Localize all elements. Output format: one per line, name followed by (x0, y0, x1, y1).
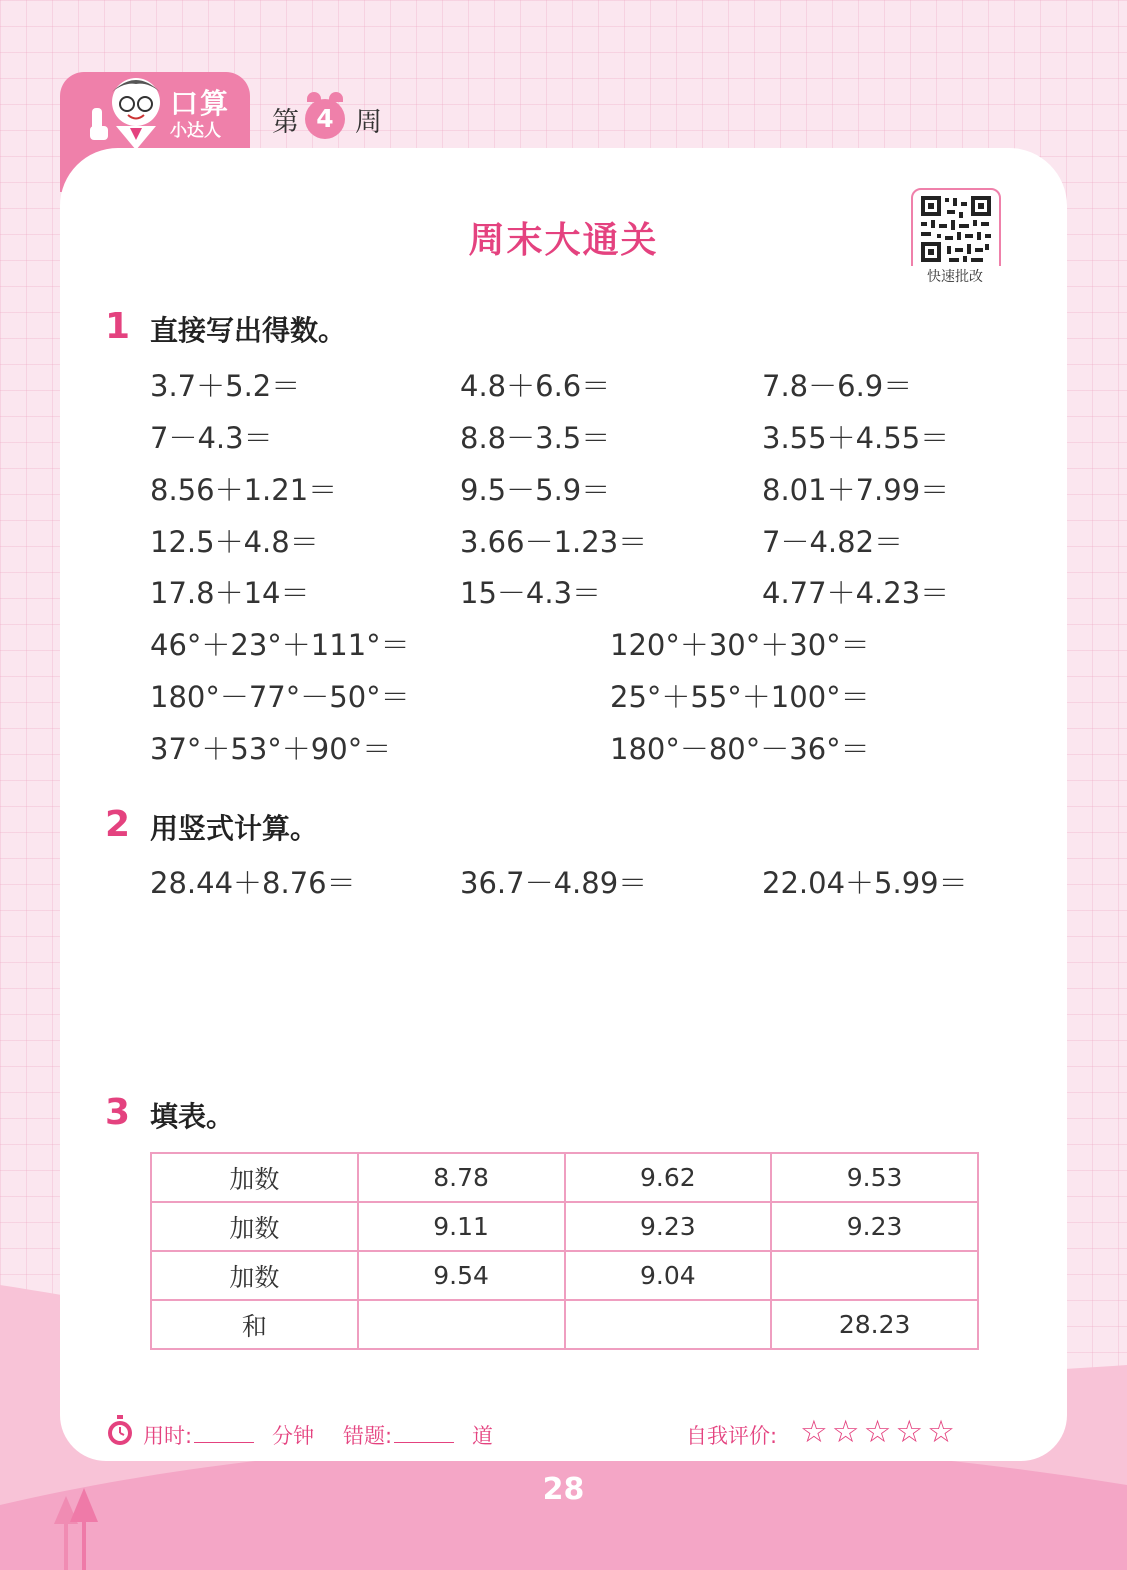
errors-unit: 道 (472, 1424, 493, 1448)
problem: 8.8－3.5＝ (460, 421, 611, 455)
problem: 3.55＋4.55＝ (762, 421, 950, 455)
table-row (151, 1202, 978, 1251)
section-2-title: 用竖式计算。 (150, 812, 319, 845)
week-prefix: 第 (272, 107, 299, 138)
table-cell: 9.54 (358, 1251, 565, 1300)
mascot-icon (66, 70, 176, 150)
tab-title: 口算 (170, 87, 231, 120)
tree-icon (52, 1488, 102, 1570)
problem: 12.5＋4.8＝ (150, 525, 319, 559)
answer-cell[interactable] (358, 1300, 565, 1349)
rating-stars[interactable]: ☆☆☆☆☆ (800, 1414, 959, 1450)
problem: 7－4.82＝ (762, 525, 904, 559)
week-suffix: 周 (355, 107, 382, 138)
qr-code-icon (913, 190, 999, 276)
angle-problem: 120°＋30°＋30°＝ (610, 628, 870, 662)
table-row (151, 1251, 978, 1300)
time-field[interactable] (143, 1420, 254, 1450)
table-cell: 28.23 (771, 1300, 978, 1349)
page-title: 周末大通关 (468, 220, 659, 261)
problem: 3.7＋5.2＝ (150, 369, 301, 403)
table-cell: 9.23 (565, 1202, 772, 1251)
problem: 7.8－6.9＝ (762, 369, 913, 403)
table-cell: 9.62 (565, 1153, 772, 1202)
section-3-number: 3 (105, 1092, 131, 1133)
table-cell: 加数 (151, 1153, 358, 1202)
section-1-number: 1 (105, 306, 131, 347)
problem: 4.77＋4.23＝ (762, 576, 950, 610)
problem: 17.8＋14＝ (150, 576, 310, 610)
table-cell: 9.53 (771, 1153, 978, 1202)
section-2-number: 2 (105, 804, 131, 845)
angle-problem: 180°－80°－36°＝ (610, 732, 870, 766)
table-cell: 9.11 (358, 1202, 565, 1251)
page-number: 28 (542, 1472, 585, 1507)
vertical-problem: 22.04＋5.99＝ (762, 866, 968, 900)
time-blank[interactable] (194, 1442, 254, 1443)
table-cell: 和 (151, 1300, 358, 1349)
errors-label: 错题: (343, 1424, 393, 1448)
time-unit: 分钟 (272, 1424, 314, 1448)
problem: 7－4.3＝ (150, 421, 273, 455)
vertical-problem: 28.44＋8.76＝ (150, 866, 356, 900)
angle-problem: 180°－77°－50°＝ (150, 680, 410, 714)
table-row (151, 1153, 978, 1202)
tab-subtitle: 小达人 (170, 121, 221, 141)
table-cell: 9.23 (771, 1202, 978, 1251)
problem: 15－4.3＝ (460, 576, 602, 610)
problem: 4.8＋6.6＝ (460, 369, 611, 403)
table-cell: 8.78 (358, 1153, 565, 1202)
angle-problem: 46°＋23°＋111°＝ (150, 628, 410, 662)
self-eval-label: 自我评价: (686, 1424, 778, 1448)
section-1-title: 直接写出得数。 (150, 314, 347, 347)
table-cell: 加数 (151, 1202, 358, 1251)
problem: 8.56＋1.21＝ (150, 473, 338, 507)
angle-problem: 37°＋53°＋90°＝ (150, 732, 392, 766)
table-cell: 9.04 (565, 1251, 772, 1300)
problem: 8.01＋7.99＝ (762, 473, 950, 507)
table-cell: 加数 (151, 1251, 358, 1300)
time-label: 用时: (143, 1424, 193, 1448)
section-3-title: 填表。 (150, 1100, 235, 1133)
qr-code[interactable] (911, 188, 1001, 278)
week-number: 4 (305, 99, 345, 139)
vertical-problem: 36.7－4.89＝ (460, 866, 648, 900)
table-row (151, 1300, 978, 1349)
problem: 9.5－5.9＝ (460, 473, 611, 507)
errors-blank[interactable] (394, 1442, 454, 1443)
stopwatch-icon (105, 1414, 135, 1448)
qr-label: 快速批改 (905, 266, 1005, 286)
angle-problem: 25°＋55°＋100°＝ (610, 680, 870, 714)
answer-cell[interactable] (565, 1300, 772, 1349)
errors-field[interactable] (343, 1420, 454, 1450)
addition-table (150, 1152, 979, 1350)
answer-cell[interactable] (771, 1251, 978, 1300)
problem: 3.66－1.23＝ (460, 525, 648, 559)
